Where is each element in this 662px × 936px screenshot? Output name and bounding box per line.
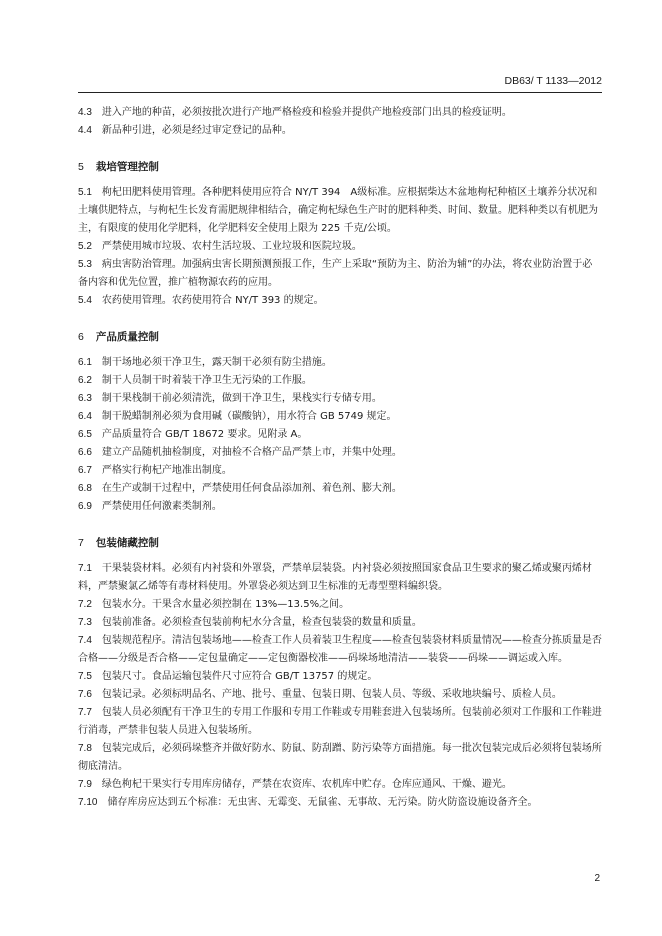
clause-6-5: 6.5 产品质量符合 GB/T 18672 要求。见附录 A。 <box>78 429 308 440</box>
clause-6-2: 6.2 制干人员制干时着装干净卫生无污染的工作服。 <box>78 375 312 386</box>
page-header-code: DB63/ T 1133—2012 <box>504 75 602 87</box>
clause-7-9: 7.9 绿色枸杞干果实行专用库房储存，严禁在农资库、农机库中贮存。仓库应通风、干燥、避光。 <box>78 779 512 790</box>
section-5-heading: 5 栽培管理控制 <box>78 161 159 173</box>
clause-5-1: 5.1 枸杞田肥料使用管理。各种肥料使用应符合 NY/T 394 A级标准。应根据柴达木盆地枸杞种植区土壤养分状况和土壤供肥特点，与枸杞生长发育需肥规律相结合，确定枸杞绿色生产时的肥料种类、时间、数量。肥料种类以有机肥为主，有限度的使用化学肥料，化学肥料安全使用上限为 225 千克/公顷。 <box>78 187 598 234</box>
clause-7-5: 7.5 包装尺寸。食品运输包装件尺寸应符合 GB/T 13757 的规定。 <box>78 671 378 682</box>
clause-6-9: 6.9 严禁使用任何激素类制剂。 <box>78 501 222 512</box>
clause-6-1: 6.1 制干场地必须干净卫生，露天制干必须有防尘措施。 <box>78 357 332 368</box>
clause-6-4: 6.4 制干脱蜡制剂必须为食用碱（碳酸钠），用水符合 GB 5749 规定。 <box>78 411 397 422</box>
page-number: 2 <box>594 873 600 884</box>
section-6-heading: 6 产品质量控制 <box>78 331 159 343</box>
clause-5-2: 5.2 严禁使用城市垃圾、农村生活垃圾、工业垃圾和医院垃圾。 <box>78 241 362 252</box>
clause-4-4: 4.4 新品种引进，必须是经过审定登记的品种。 <box>78 125 292 136</box>
clause-7-8: 7.8 包装完成后，必须码垛整齐并做好防水、防鼠、防刮蹭、防污染等方面措施。每一批次包装完成后必须将包装场所彻底清洁。 <box>78 743 602 772</box>
clause-6-3: 6.3 制干果栈制干前必须清洗，做到干净卫生，果栈实行专储专用。 <box>78 393 382 404</box>
clause-5-3: 5.3 病虫害防治管理。加强病虫害长期预测预报工作，生产上采取“预防为主、防治为辅”的办法，将农业防治置于必备内容和优先位置，推广植物源农药的应用。 <box>78 259 593 288</box>
clause-7-6: 7.6 包装记录。必须标明品名、产地、批号、重量、包装日期、包装人员、等级、采收地块编号、质检人员。 <box>78 689 562 700</box>
section-7-heading: 7 包装储藏控制 <box>78 537 159 549</box>
clause-5-4: 5.4 农药使用管理。农药使用符合 NY/T 393 的规定。 <box>78 295 324 306</box>
clause-6-7: 6.7 严格实行枸杞产地准出制度。 <box>78 465 232 476</box>
header-rule <box>78 92 602 93</box>
clause-7-3: 7.3 包装前准备。必须检查包装前枸杞水分含量，检查包装袋的数量和质量。 <box>78 617 422 628</box>
clause-7-4: 7.4 包装规范程序。清洁包装场地——检查工作人员着装卫生程度——检查包装袋材料质量情况——检查分拣质量是否合格——分级是否合格——定包量确定——定包衡器校准——码垛场地清洁——装袋——码垛——调运或入库。 <box>78 635 602 664</box>
clause-7-2: 7.2 包装水分。干果含水量必须控制在 13%—13.5%之间。 <box>78 599 350 610</box>
clause-6-6: 6.6 建立产品随机抽检制度，对抽检不合格产品严禁上市，并集中处理。 <box>78 447 402 458</box>
clause-7-7: 7.7 包装人员必须配有干净卫生的专用工作服和专用工作鞋或专用鞋套进入包装场所。包装前必须对工作服和工作鞋进行消毒，严禁非包装人员进入包装场所。 <box>78 707 602 736</box>
clause-7-10: 7.10 储存库房应达到五个标准：无虫害、无霉变、无鼠雀、无事故、无污染。防火防盗设施设备齐全。 <box>78 797 538 808</box>
document-body <box>78 104 602 812</box>
clause-7-1: 7.1 干果装袋材料。必须有内衬袋和外罩袋，严禁单层装袋。内衬袋必须按照国家食品卫生要求的聚乙烯或聚丙烯材料，严禁聚氯乙烯等有毒材料使用。外罩袋必须达到卫生标准的无毒型塑料编织袋。 <box>78 563 592 592</box>
clause-4-3: 4.3 进入产地的种苗，必须按批次进行产地严格检疫和检验并提供产地检疫部门出具的检疫证明。 <box>78 107 512 118</box>
clause-6-8: 6.8 在生产或制干过程中，严禁使用任何食品添加剂、着色剂、膨大剂。 <box>78 483 402 494</box>
